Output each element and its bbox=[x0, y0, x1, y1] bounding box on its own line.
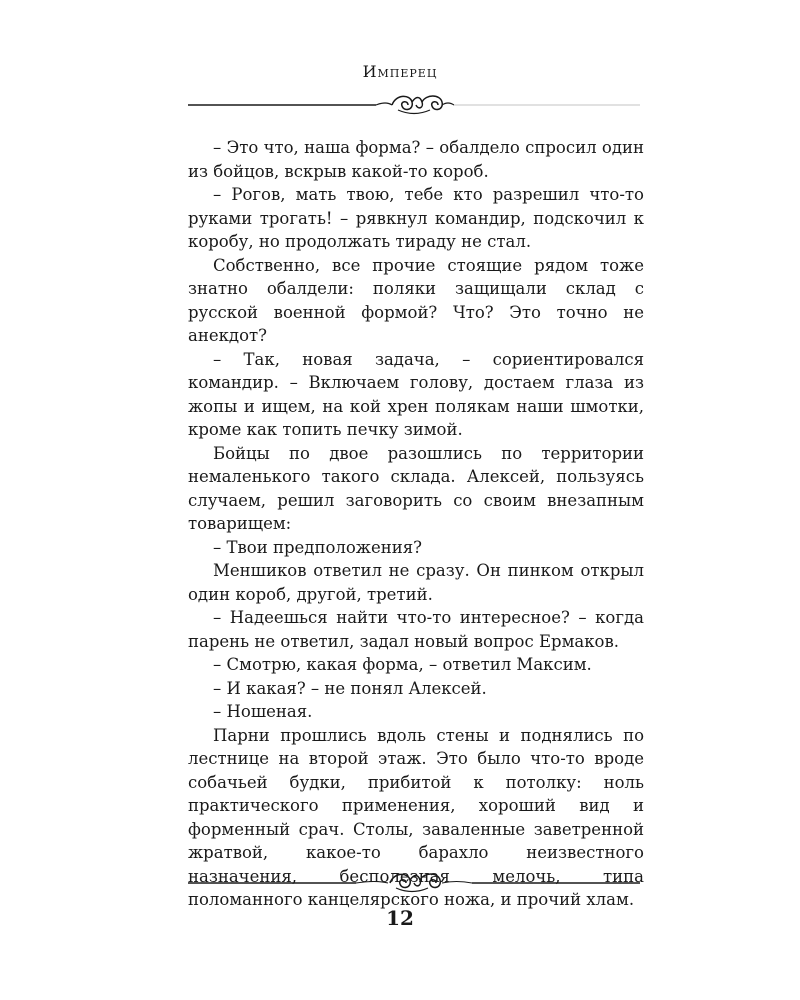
paragraph: – Ношеная. bbox=[213, 702, 313, 721]
paragraph: – Надеешься найти что-то интересное? – когда парень не ответил, задал новый вопрос Ермаков. bbox=[188, 608, 644, 651]
paragraph: – Это что, наша форма? – обалдело спросил один из бойцов, вскрыв какой-то короб. bbox=[188, 138, 644, 181]
paragraph: – Рогов, мать твою, тебе кто разрешил что-то руками трогать! – рявкнул командир, подскочил к коробу, но продолжать тираду не стал. bbox=[188, 185, 644, 251]
paragraph: – И какая? – не понял Алексей. bbox=[213, 678, 487, 698]
paragraph: – Так, новая задача, – сориентировался командир. – Включаем голову, достаем глаза из жопы и ищем, на кой хрен полякам наши шмотки, кроме как топить печку зимой. bbox=[188, 349, 644, 439]
body-text bbox=[188, 136, 644, 912]
page-number: 12 bbox=[386, 906, 414, 930]
running-title: Имперец bbox=[362, 62, 438, 81]
paragraph: – Твои предположения? bbox=[213, 537, 422, 557]
top-flourish-ornament bbox=[186, 90, 642, 120]
bottom-flourish-ornament bbox=[186, 868, 642, 898]
paragraph: Собственно, все прочие стоящие рядом тоже знатно обалдели: поляки защищали склад с русской военной формой? Что? Это точно не анекдот? bbox=[188, 255, 644, 345]
paragraph: Бойцы по двое разошлись по территории немаленького такого склада. Алексей, пользуясь случаем, решил заговорить со своим внезапным товарищем: bbox=[188, 443, 644, 533]
paragraph: Парни прошлись вдоль стены и поднялись по лестнице на второй этаж. Это было что-то вроде собачьей будки, прибитой к потолку: ноль практического применения, хороший вид и форменный срач. Столы, заваленные заветренной жратвой, какое-то барахло неизвестного назначения, бесполезная мелочь, типа поломанного канцелярского ножа, и прочий хлам. bbox=[188, 725, 644, 909]
paragraph: Меншиков ответил не сразу. Он пинком открыл один короб, другой, третий. bbox=[188, 561, 644, 604]
paragraph: – Смотрю, какая форма, – ответил Максим. bbox=[213, 655, 592, 674]
